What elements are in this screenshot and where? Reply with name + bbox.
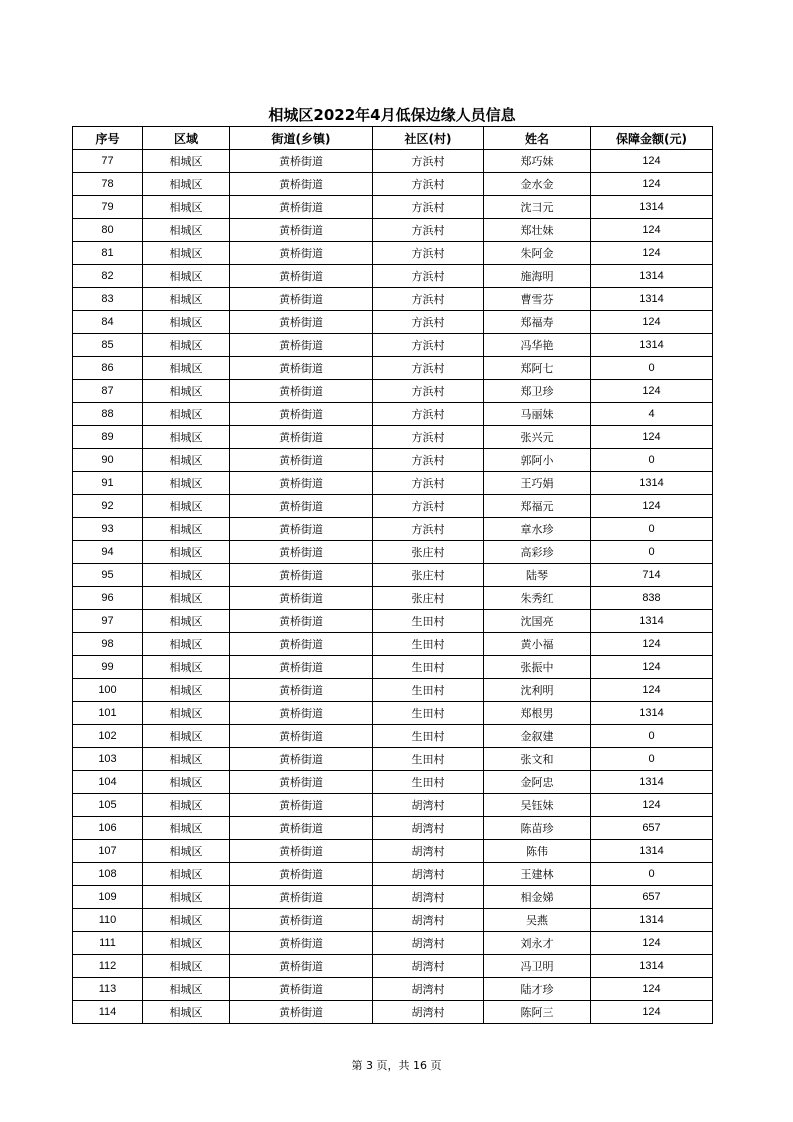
cell-community: 生田村: [373, 679, 484, 702]
cell-street: 黄桥街道: [230, 610, 373, 633]
cell-amount: 838: [591, 587, 713, 610]
table-row: [73, 173, 713, 196]
table-row: [73, 633, 713, 656]
column-header-amount: 保障金额(元): [591, 127, 713, 150]
cell-name: 吴钰妹: [484, 794, 591, 817]
cell-amount: 1314: [591, 472, 713, 495]
cell-community: 方浜村: [373, 449, 484, 472]
cell-name: 陆琴: [484, 564, 591, 587]
cell-name: 朱秀红: [484, 587, 591, 610]
table-row: [73, 610, 713, 633]
cell-name: 刘永才: [484, 932, 591, 955]
cell-district: 相城区: [143, 794, 230, 817]
cell-community: 胡湾村: [373, 978, 484, 1001]
cell-index: 92: [73, 495, 143, 518]
cell-district: 相城区: [143, 403, 230, 426]
table-row: [73, 702, 713, 725]
cell-street: 黄桥街道: [230, 817, 373, 840]
cell-community: 方浜村: [373, 265, 484, 288]
cell-amount: 124: [591, 311, 713, 334]
column-header-street: 街道(乡镇): [230, 127, 373, 150]
cell-street: 黄桥街道: [230, 518, 373, 541]
cell-street: 黄桥街道: [230, 403, 373, 426]
cell-street: 黄桥街道: [230, 725, 373, 748]
cell-community: 胡湾村: [373, 840, 484, 863]
cell-district: 相城区: [143, 265, 230, 288]
table-row: [73, 380, 713, 403]
cell-community: 胡湾村: [373, 794, 484, 817]
cell-name: 章水珍: [484, 518, 591, 541]
cell-amount: 124: [591, 242, 713, 265]
cell-index: 91: [73, 472, 143, 495]
table-row: [73, 196, 713, 219]
table-row: [73, 495, 713, 518]
cell-amount: 1314: [591, 196, 713, 219]
cell-street: 黄桥街道: [230, 380, 373, 403]
cell-name: 吴燕: [484, 909, 591, 932]
cell-amount: 124: [591, 978, 713, 1001]
cell-street: 黄桥街道: [230, 311, 373, 334]
table-row: [73, 426, 713, 449]
cell-amount: 124: [591, 794, 713, 817]
table-row: [73, 886, 713, 909]
table-row: [73, 1001, 713, 1024]
cell-district: 相城区: [143, 679, 230, 702]
cell-street: 黄桥街道: [230, 794, 373, 817]
cell-street: 黄桥街道: [230, 196, 373, 219]
cell-community: 方浜村: [373, 403, 484, 426]
table-row: [73, 449, 713, 472]
cell-index: 77: [73, 150, 143, 173]
data-table: [72, 126, 713, 1024]
cell-street: 黄桥街道: [230, 679, 373, 702]
cell-street: 黄桥街道: [230, 1001, 373, 1024]
cell-amount: 1314: [591, 334, 713, 357]
cell-amount: 1314: [591, 771, 713, 794]
cell-amount: 1314: [591, 840, 713, 863]
cell-amount: 124: [591, 679, 713, 702]
cell-street: 黄桥街道: [230, 564, 373, 587]
cell-amount: 0: [591, 449, 713, 472]
table-row: [73, 564, 713, 587]
cell-district: 相城区: [143, 909, 230, 932]
cell-street: 黄桥街道: [230, 633, 373, 656]
cell-amount: 1314: [591, 288, 713, 311]
cell-district: 相城区: [143, 150, 230, 173]
cell-amount: 124: [591, 656, 713, 679]
cell-name: 张兴元: [484, 426, 591, 449]
cell-street: 黄桥街道: [230, 955, 373, 978]
cell-street: 黄桥街道: [230, 587, 373, 610]
cell-community: 生田村: [373, 748, 484, 771]
cell-district: 相城区: [143, 518, 230, 541]
cell-community: 张庄村: [373, 541, 484, 564]
cell-amount: 124: [591, 1001, 713, 1024]
cell-index: 89: [73, 426, 143, 449]
cell-district: 相城区: [143, 587, 230, 610]
cell-community: 方浜村: [373, 196, 484, 219]
cell-community: 生田村: [373, 725, 484, 748]
cell-amount: 0: [591, 541, 713, 564]
cell-name: 郑巧妹: [484, 150, 591, 173]
cell-street: 黄桥街道: [230, 242, 373, 265]
cell-index: 112: [73, 955, 143, 978]
cell-community: 方浜村: [373, 173, 484, 196]
table-row: [73, 771, 713, 794]
cell-district: 相城区: [143, 426, 230, 449]
cell-district: 相城区: [143, 311, 230, 334]
cell-amount: 124: [591, 150, 713, 173]
cell-amount: 124: [591, 495, 713, 518]
cell-index: 79: [73, 196, 143, 219]
cell-index: 102: [73, 725, 143, 748]
cell-index: 111: [73, 932, 143, 955]
cell-index: 113: [73, 978, 143, 1001]
column-header-index: 序号: [73, 127, 143, 150]
cell-index: 94: [73, 541, 143, 564]
cell-amount: 124: [591, 173, 713, 196]
cell-street: 黄桥街道: [230, 702, 373, 725]
cell-amount: 1314: [591, 265, 713, 288]
cell-community: 胡湾村: [373, 955, 484, 978]
cell-index: 87: [73, 380, 143, 403]
cell-community: 胡湾村: [373, 863, 484, 886]
cell-street: 黄桥街道: [230, 771, 373, 794]
column-header-name: 姓名: [484, 127, 591, 150]
cell-name: 陈阿三: [484, 1001, 591, 1024]
cell-community: 胡湾村: [373, 909, 484, 932]
cell-amount: 124: [591, 426, 713, 449]
table-row: [73, 311, 713, 334]
cell-amount: 124: [591, 380, 713, 403]
cell-community: 方浜村: [373, 311, 484, 334]
cell-name: 沈利明: [484, 679, 591, 702]
column-header-community: 社区(村): [373, 127, 484, 150]
table-row: [73, 656, 713, 679]
cell-district: 相城区: [143, 932, 230, 955]
cell-index: 108: [73, 863, 143, 886]
table-row: [73, 587, 713, 610]
cell-street: 黄桥街道: [230, 495, 373, 518]
cell-district: 相城区: [143, 173, 230, 196]
page-title: 相城区2022年4月低保边缘人员信息: [268, 106, 516, 124]
cell-district: 相城区: [143, 449, 230, 472]
cell-name: 马丽妹: [484, 403, 591, 426]
cell-index: 81: [73, 242, 143, 265]
cell-community: 生田村: [373, 656, 484, 679]
cell-street: 黄桥街道: [230, 288, 373, 311]
cell-name: 郭阿小: [484, 449, 591, 472]
cell-name: 郑根男: [484, 702, 591, 725]
cell-district: 相城区: [143, 725, 230, 748]
cell-district: 相城区: [143, 633, 230, 656]
cell-name: 陈苗珍: [484, 817, 591, 840]
cell-street: 黄桥街道: [230, 656, 373, 679]
cell-district: 相城区: [143, 472, 230, 495]
cell-name: 相金娣: [484, 886, 591, 909]
column-header-district: 区域: [143, 127, 230, 150]
cell-index: 84: [73, 311, 143, 334]
table-row: [73, 357, 713, 380]
cell-street: 黄桥街道: [230, 334, 373, 357]
cell-name: 冯卫明: [484, 955, 591, 978]
cell-name: 沈国亮: [484, 610, 591, 633]
cell-street: 黄桥街道: [230, 150, 373, 173]
cell-index: 110: [73, 909, 143, 932]
cell-index: 101: [73, 702, 143, 725]
table-row: [73, 219, 713, 242]
cell-index: 97: [73, 610, 143, 633]
cell-index: 104: [73, 771, 143, 794]
cell-amount: 714: [591, 564, 713, 587]
cell-district: 相城区: [143, 242, 230, 265]
cell-district: 相城区: [143, 863, 230, 886]
cell-amount: 0: [591, 863, 713, 886]
cell-index: 100: [73, 679, 143, 702]
cell-name: 张文和: [484, 748, 591, 771]
cell-community: 方浜村: [373, 334, 484, 357]
cell-district: 相城区: [143, 334, 230, 357]
cell-street: 黄桥街道: [230, 449, 373, 472]
cell-index: 96: [73, 587, 143, 610]
cell-district: 相城区: [143, 564, 230, 587]
cell-amount: 124: [591, 219, 713, 242]
cell-district: 相城区: [143, 1001, 230, 1024]
cell-street: 黄桥街道: [230, 932, 373, 955]
cell-name: 王巧娟: [484, 472, 591, 495]
cell-amount: 4: [591, 403, 713, 426]
cell-district: 相城区: [143, 840, 230, 863]
cell-district: 相城区: [143, 288, 230, 311]
cell-district: 相城区: [143, 541, 230, 564]
cell-community: 方浜村: [373, 518, 484, 541]
cell-index: 109: [73, 886, 143, 909]
cell-amount: 1314: [591, 702, 713, 725]
cell-street: 黄桥街道: [230, 173, 373, 196]
cell-index: 88: [73, 403, 143, 426]
cell-community: 方浜村: [373, 219, 484, 242]
table-row: [73, 541, 713, 564]
cell-amount: 1314: [591, 955, 713, 978]
cell-street: 黄桥街道: [230, 472, 373, 495]
cell-name: 王建林: [484, 863, 591, 886]
cell-district: 相城区: [143, 771, 230, 794]
cell-name: 郑福元: [484, 495, 591, 518]
cell-index: 82: [73, 265, 143, 288]
cell-district: 相城区: [143, 817, 230, 840]
cell-district: 相城区: [143, 380, 230, 403]
cell-index: 80: [73, 219, 143, 242]
table-row: [73, 265, 713, 288]
cell-street: 黄桥街道: [230, 840, 373, 863]
cell-name: 黄小福: [484, 633, 591, 656]
table-row: [73, 909, 713, 932]
cell-name: 曹雪芬: [484, 288, 591, 311]
cell-street: 黄桥街道: [230, 219, 373, 242]
cell-community: 方浜村: [373, 150, 484, 173]
cell-community: 方浜村: [373, 380, 484, 403]
cell-name: 郑壮妹: [484, 219, 591, 242]
cell-district: 相城区: [143, 196, 230, 219]
cell-community: 胡湾村: [373, 1001, 484, 1024]
cell-index: 106: [73, 817, 143, 840]
cell-name: 郑福寿: [484, 311, 591, 334]
cell-name: 高彩珍: [484, 541, 591, 564]
cell-community: 胡湾村: [373, 886, 484, 909]
cell-amount: 0: [591, 725, 713, 748]
cell-district: 相城区: [143, 495, 230, 518]
table-row: [73, 748, 713, 771]
cell-amount: 0: [591, 518, 713, 541]
table-row: [73, 679, 713, 702]
cell-name: 张振中: [484, 656, 591, 679]
cell-community: 胡湾村: [373, 932, 484, 955]
cell-street: 黄桥街道: [230, 265, 373, 288]
cell-amount: 1314: [591, 909, 713, 932]
cell-street: 黄桥街道: [230, 909, 373, 932]
cell-amount: 124: [591, 932, 713, 955]
cell-community: 方浜村: [373, 357, 484, 380]
cell-index: 95: [73, 564, 143, 587]
cell-community: 方浜村: [373, 472, 484, 495]
cell-community: 方浜村: [373, 288, 484, 311]
cell-community: 方浜村: [373, 426, 484, 449]
cell-name: 郑阿七: [484, 357, 591, 380]
table-row: [73, 334, 713, 357]
cell-community: 方浜村: [373, 242, 484, 265]
cell-index: 103: [73, 748, 143, 771]
table-row: [73, 817, 713, 840]
table-row: [73, 955, 713, 978]
table-row: [73, 242, 713, 265]
cell-community: 张庄村: [373, 564, 484, 587]
cell-index: 107: [73, 840, 143, 863]
cell-street: 黄桥街道: [230, 541, 373, 564]
cell-district: 相城区: [143, 219, 230, 242]
cell-amount: 0: [591, 748, 713, 771]
cell-district: 相城区: [143, 702, 230, 725]
cell-community: 胡湾村: [373, 817, 484, 840]
cell-district: 相城区: [143, 955, 230, 978]
table-row: [73, 932, 713, 955]
cell-name: 金叙建: [484, 725, 591, 748]
cell-name: 金水金: [484, 173, 591, 196]
cell-district: 相城区: [143, 886, 230, 909]
cell-index: 90: [73, 449, 143, 472]
cell-street: 黄桥街道: [230, 357, 373, 380]
cell-name: 陆才珍: [484, 978, 591, 1001]
cell-name: 朱阿金: [484, 242, 591, 265]
table-row: [73, 978, 713, 1001]
cell-index: 99: [73, 656, 143, 679]
cell-street: 黄桥街道: [230, 863, 373, 886]
cell-district: 相城区: [143, 656, 230, 679]
cell-street: 黄桥街道: [230, 886, 373, 909]
cell-community: 生田村: [373, 633, 484, 656]
table-row: [73, 150, 713, 173]
table-row: [73, 794, 713, 817]
cell-district: 相城区: [143, 610, 230, 633]
cell-name: 施海明: [484, 265, 591, 288]
table-row: [73, 840, 713, 863]
cell-amount: 0: [591, 357, 713, 380]
cell-district: 相城区: [143, 978, 230, 1001]
cell-community: 生田村: [373, 771, 484, 794]
cell-community: 生田村: [373, 610, 484, 633]
cell-district: 相城区: [143, 357, 230, 380]
cell-index: 83: [73, 288, 143, 311]
cell-index: 93: [73, 518, 143, 541]
cell-street: 黄桥街道: [230, 748, 373, 771]
table-row: [73, 403, 713, 426]
cell-community: 方浜村: [373, 495, 484, 518]
table-row: [73, 472, 713, 495]
cell-community: 生田村: [373, 702, 484, 725]
cell-amount: 657: [591, 886, 713, 909]
cell-index: 86: [73, 357, 143, 380]
page-footer: 第 3 页，共 16 页: [351, 1059, 442, 1072]
cell-name: 沈彐元: [484, 196, 591, 219]
table-body: [73, 150, 713, 1024]
table-row: [73, 863, 713, 886]
cell-community: 张庄村: [373, 587, 484, 610]
cell-amount: 1314: [591, 610, 713, 633]
cell-name: 金阿忠: [484, 771, 591, 794]
cell-index: 105: [73, 794, 143, 817]
cell-name: 郑卫珍: [484, 380, 591, 403]
cell-index: 98: [73, 633, 143, 656]
cell-street: 黄桥街道: [230, 426, 373, 449]
cell-district: 相城区: [143, 748, 230, 771]
cell-amount: 124: [591, 633, 713, 656]
cell-index: 78: [73, 173, 143, 196]
table-row: [73, 288, 713, 311]
cell-amount: 657: [591, 817, 713, 840]
cell-name: 冯华艳: [484, 334, 591, 357]
cell-street: 黄桥街道: [230, 978, 373, 1001]
table-row: [73, 725, 713, 748]
cell-name: 陈伟: [484, 840, 591, 863]
cell-index: 85: [73, 334, 143, 357]
cell-index: 114: [73, 1001, 143, 1024]
table-row: [73, 518, 713, 541]
header-row: [73, 127, 713, 150]
